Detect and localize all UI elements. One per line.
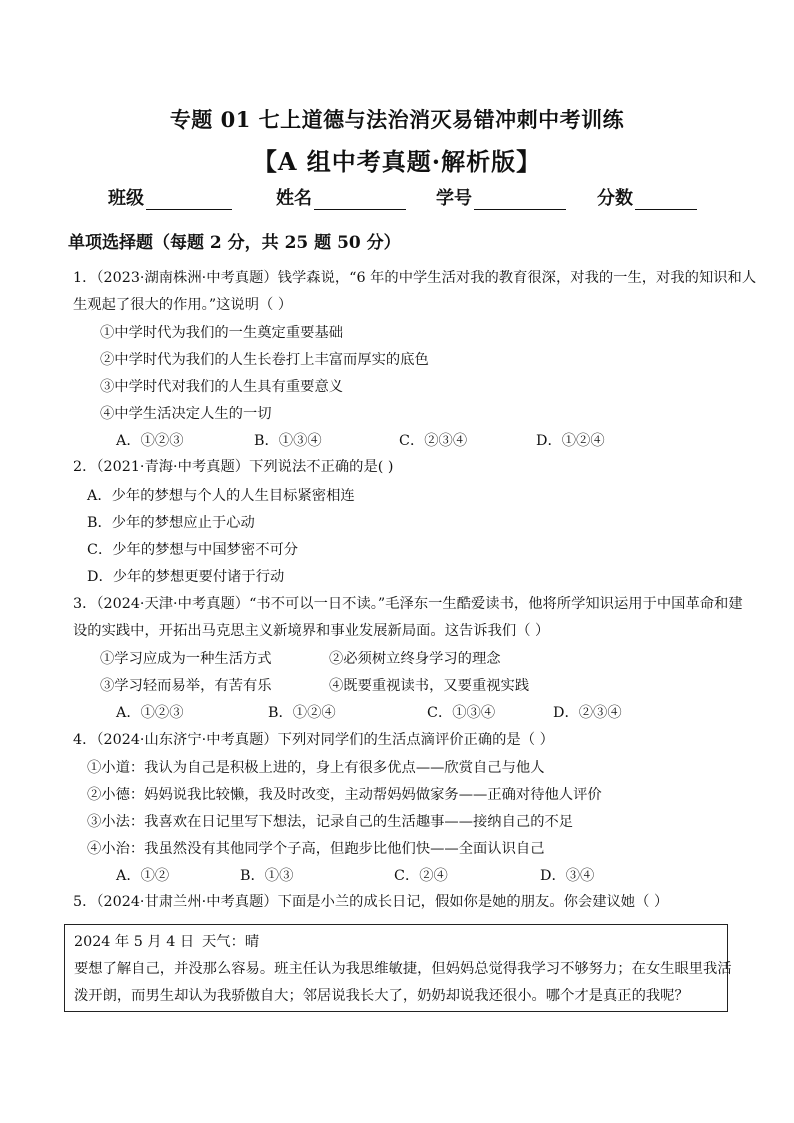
question-3-line-2: 设的实践中，开拓出马克思主义新境界和事业发展新局面。这告诉我们（ ）: [73, 623, 550, 639]
question-4-choice-c: C．②④: [394, 868, 448, 884]
page-title: 专题 01 七上道德与法治消灭易错冲刺中考训练: [169, 107, 625, 132]
question-2-option-d: D．少年的梦想更要付诸于行动: [87, 569, 285, 585]
question-3-item-1: ①学习应成为一种生活方式: [100, 651, 272, 667]
diary-line-2: 泼开朗，而男生却认为我骄傲自大；邻居说我长大了，奶奶却说我还很小。哪个才是真正的我呢？: [74, 988, 689, 1004]
student-id-label: 学号: [436, 188, 472, 209]
question-4-choice-a: A．①②: [116, 868, 170, 884]
question-4-item-3: ③小法：我喜欢在日记里写下想法，记录自己的生活趣事——接纳自己的不足: [87, 814, 574, 830]
question-3-choice-a: A．①②③: [116, 705, 184, 721]
diary-date: 2024 年 5 月 4 日: [74, 934, 195, 950]
question-5-line-1: 5．（2024·甘肃兰州·中考真题）下面是小兰的成长日记，假如你是她的朋友。你会建议她（ ）: [73, 894, 669, 910]
question-1-item-1: ①中学时代为我们的一生奠定重要基础: [100, 325, 344, 341]
name-field: [276, 184, 406, 210]
section-title: 单项选择题（每题 2 分，共 25 题 50 分）: [68, 233, 401, 253]
question-1-item-2: ②中学时代为我们的人生长卷打上丰富而厚实的底色: [100, 352, 429, 368]
question-1-choice-b: B．①③④: [254, 433, 322, 449]
question-4-line-1: 4．（2024·山东济宁·中考真题）下列对同学们的生活点滴评价正确的是（ ）: [73, 732, 554, 748]
question-1-line-2: 生观起了很大的作用。”这说明（ ）: [73, 297, 293, 313]
score-label: 分数: [597, 188, 633, 209]
diary-box: [64, 924, 732, 1012]
question-3-line-1: 3．（2024·天津·中考真题）“书不可以一日不读。”毛泽东一生酷爱读书，他将所学知识运用于中国革命和建: [73, 596, 743, 612]
score-blank: [635, 191, 697, 210]
question-3-item-2: ②必须树立终身学习的理念: [329, 651, 501, 667]
question-2-option-b: B．少年的梦想应止于心动: [87, 515, 255, 531]
question-1-choice-d: D．①②④: [536, 433, 605, 449]
question-4-item-4: ④小治：我虽然没有其他同学个子高，但跑步比他们快——全面认识自己: [87, 841, 545, 857]
diary-weather: 天气：晴: [202, 934, 260, 950]
question-1-item-3: ③中学时代对我们的人生具有重要意义: [100, 379, 344, 395]
question-2-option-c: C．少年的梦想与中国梦密不可分: [87, 542, 299, 558]
question-2-line-1: 2．（2021·青海·中考真题）下列说法不正确的是( ): [73, 459, 394, 475]
question-3-item-4: ④既要重视读书，又要重视实践: [329, 678, 530, 694]
question-1-choice-c: C．②③④: [399, 433, 468, 449]
question-3-item-3: ③学习轻而易举，有苦有乐: [100, 678, 272, 694]
diary-line-1: 要想了解自己，并没那么容易。班主任认为我思维敏捷，但妈妈总觉得我学习不够努力；在女生眼里我活: [74, 961, 732, 977]
question-4-choice-d: D．③④: [540, 868, 595, 884]
question-1-item-4: ④中学生活决定人生的一切: [100, 406, 272, 422]
question-3-choice-b: B．①②④: [268, 705, 336, 721]
name-blank: [314, 191, 406, 210]
student-id-blank: [474, 191, 566, 210]
class-field: [108, 184, 232, 210]
class-label: 班级: [108, 188, 144, 209]
name-label: 姓名: [276, 188, 312, 209]
page-subtitle: 【A 组中考真题·解析版】: [252, 147, 542, 176]
question-3-choice-d: D．②③④: [553, 705, 622, 721]
question-2-option-a: A．少年的梦想与个人的人生目标紧密相连: [87, 488, 355, 504]
question-1-choice-a: A．①②③: [116, 433, 184, 449]
question-4-item-1: ①小道：我认为自己是积极上进的，身上有很多优点——欣赏自己与他人: [87, 760, 545, 776]
class-blank: [146, 191, 232, 210]
question-3-choice-c: C．①③④: [427, 705, 496, 721]
question-4-item-2: ②小德：妈妈说我比较懒，我及时改变，主动帮妈妈做家务——正确对待他人评价: [87, 787, 602, 803]
question-1-line-1: 1．（2023·湖南株洲·中考真题）钱学森说，“6 年的中学生活对我的教育很深，对我的一生，对我的知识和人: [73, 270, 757, 286]
student-id-field: [436, 184, 566, 210]
score-field: [597, 184, 697, 210]
question-4-choice-b: B．①③: [240, 868, 294, 884]
